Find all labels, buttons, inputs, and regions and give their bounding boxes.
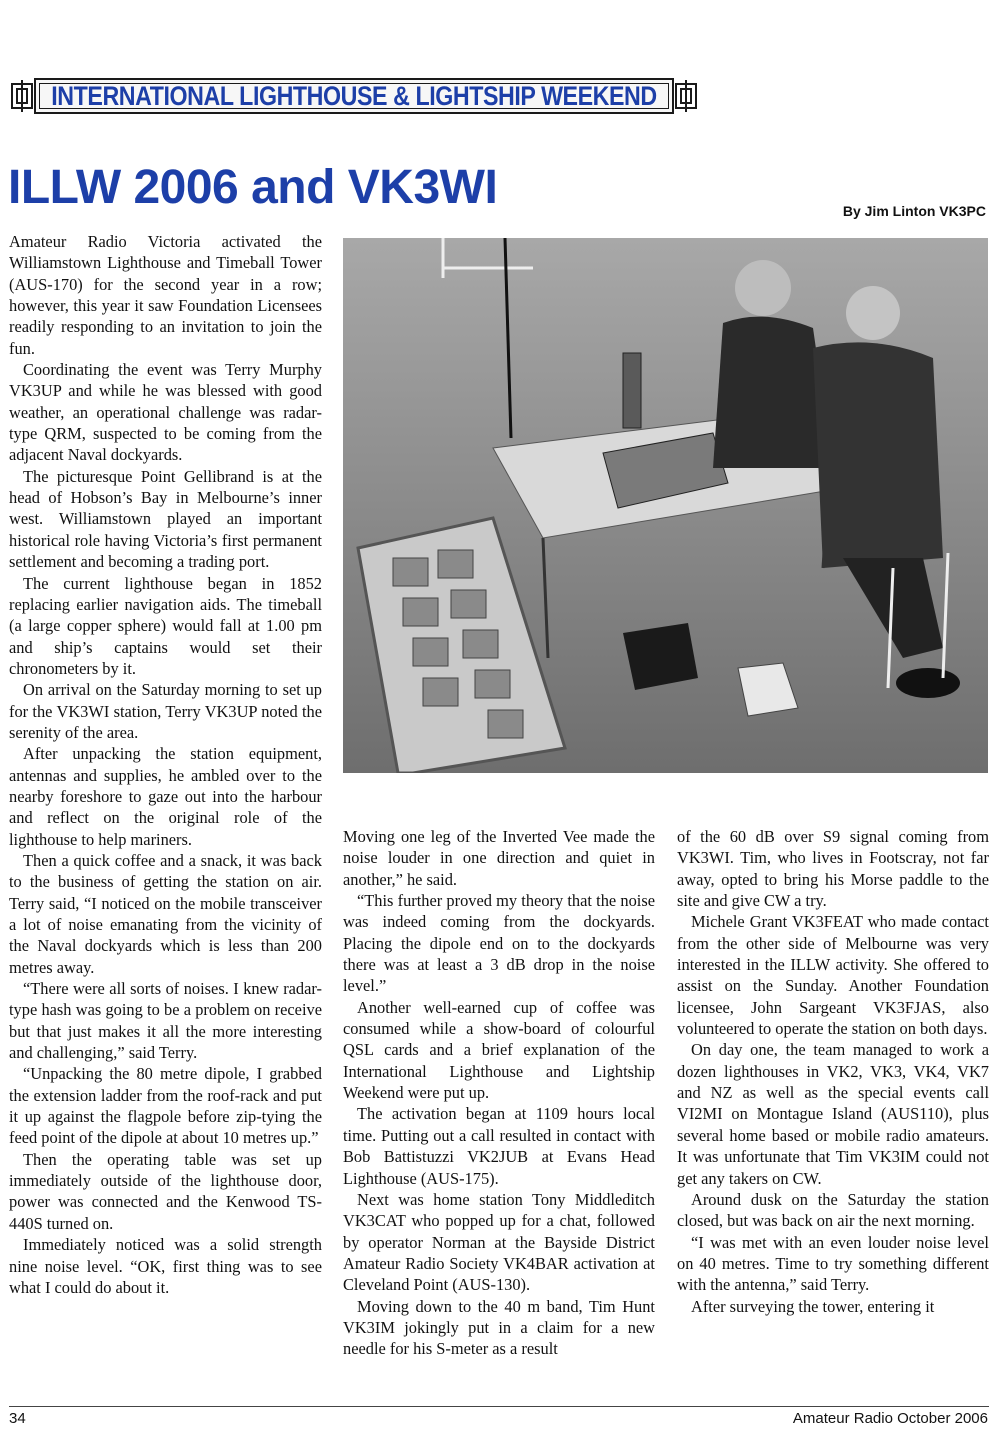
paragraph: After unpacking the station equipment, antennas and supplies, he ambled over to the nearby foreshore to gaze out into the harbour and reflect on the original role of the lighthouse to help mariners. — [9, 744, 322, 849]
paragraph: “There were all sorts of noises. I knew radar-type hash was going to be a problem on receive but that just makes it all the more interesting and challenging,” said Terry. — [9, 979, 322, 1063]
paragraph: Another well-earned cup of coffee was consumed while a show-board of colourful QSL cards and a brief explanation of the International Lighthouse and Lightship Weekend were put up. — [343, 997, 655, 1103]
article-column-3 — [677, 826, 989, 1317]
paragraph: The picturesque Point Gellibrand is at the head of Hobson’s Bay in Melbourne’s inner west. Williamstown played an important historical role having Victoria’s first permanent settlement and becoming a trading port. — [9, 466, 322, 572]
photo-illustration — [343, 238, 988, 773]
paragraph: Immediately noticed was a solid strength nine noise level. “OK, first thing was to see what I could do about it. — [9, 1235, 322, 1297]
paragraph: Amateur Radio Victoria activated the Williamstown Lighthouse and Timeball Tower (AUS-170) for the second year in a row; however, this year it saw Foundation Licensees readily responding to an invitation to join the fun. — [9, 232, 322, 358]
paragraph: Moving down to the 40 m band, Tim Hunt VK3IM jokingly put in a claim for a new needle for his S-meter as a result — [343, 1296, 655, 1359]
paragraph: After surveying the tower, entering it — [691, 1296, 935, 1316]
article-photo — [343, 238, 988, 773]
paragraph: of the 60 dB over S9 signal coming from VK3WI. Tim, who lives in Footscray, not far away, opted to bring his Morse paddle to the site and give CW a try. — [677, 827, 989, 911]
paragraph: “This further proved my theory that the noise was indeed coming from the dockyards. Placing the dipole end on to the dockyards there was at least a 3 dB drop in the noise level.” — [343, 891, 655, 996]
paragraph: Michele Grant VK3FEAT who made contact from the other side of Melbourne was very interested in the ILLW activity. She offered to assist on the Sunday. Another Foundation licensee, John Sargeant VK3FJAS, also volunteered to operate the station on both days. — [677, 912, 989, 1039]
ornament-left-icon — [10, 80, 34, 112]
paragraph: Next was home station Tony Middleditch VK3CAT who popped up for a chat, followed by operator Norman at the Bayside District Amateur Radio Society VK4BAR activation at Cleveland Point (AUS-130). — [343, 1189, 655, 1295]
footer-rule — [9, 1406, 989, 1407]
banner-box — [34, 78, 674, 114]
article-column-2 — [343, 826, 655, 1360]
paragraph: Around dusk on the Saturday the station closed, but was back on air the next morning. — [677, 1189, 989, 1231]
section-banner — [10, 72, 700, 122]
paragraph: On arrival on the Saturday morning to set up for the VK3WI station, Terry VK3UP noted the serenity of the area. — [9, 680, 322, 742]
page-number: 34 — [9, 1410, 26, 1427]
paragraph: Then the operating table was set up immediately outside of the lighthouse door, power was connected and the Kenwood TS-440S turned on. — [9, 1149, 322, 1233]
publication-credit: Amateur Radio October 2006 — [792, 1410, 988, 1427]
banner-title: INTERNATIONAL LIGHTHOUSE & LIGHTSHIP WEEKEND — [51, 80, 657, 111]
article-byline: By Jim Linton VK3PC — [842, 203, 986, 219]
paragraph: Moving one leg of the Inverted Vee made the noise louder in one direction and quiet in another,” he said. — [343, 827, 655, 889]
paragraph: “Unpacking the 80 metre dipole, I grabbed the extension ladder from the roof-rack and put it up against the flagpole before zip-tying the feed point of the dipole at about 10 metres up.” — [9, 1064, 322, 1148]
ornament-right-icon — [674, 80, 698, 112]
paragraph: Then a quick coffee and a snack, it was back to the business of getting the station on air. Terry said, “I noticed on the mobile transceiver a lot of noise emanating from the vicinity of the Naval dockyards which is less than 200 metres away. — [9, 850, 322, 977]
paragraph: “I was met with an even louder noise level on 40 metres. Time to try something different with the antenna,” said Terry. — [677, 1232, 989, 1295]
paragraph: The activation began at 1109 hours local time. Putting out a call resulted in contact with Bob Battistuzzi VK2JUB at Evans Head Lighthouse (AUS-175). — [343, 1104, 655, 1188]
paragraph: On day one, the team managed to work a dozen lighthouses in VK2, VK3, VK4, VK7 and NZ as well as the special events call VI2MI on Montague Island (AUS110), plus several home based or mobile radio amateurs. It was unfortunate that Tim VK3IM could not get any takers on CW. — [677, 1040, 989, 1188]
paragraph: Coordinating the event was Terry Murphy VK3UP and while he was blessed with good weather, an operational challenge was radar-type QRM, suspected to be coming from the adjacent Naval dockyards. — [9, 360, 322, 465]
article-title: ILLW 2006 and VK3WI — [8, 161, 498, 214]
paragraph: The current lighthouse began in 1852 replacing earlier navigation aids. The timeball (a large copper sphere) would fall at 1.00 pm and ship’s captains would set their chronometers by it. — [9, 573, 322, 678]
article-column-1 — [9, 231, 322, 1298]
